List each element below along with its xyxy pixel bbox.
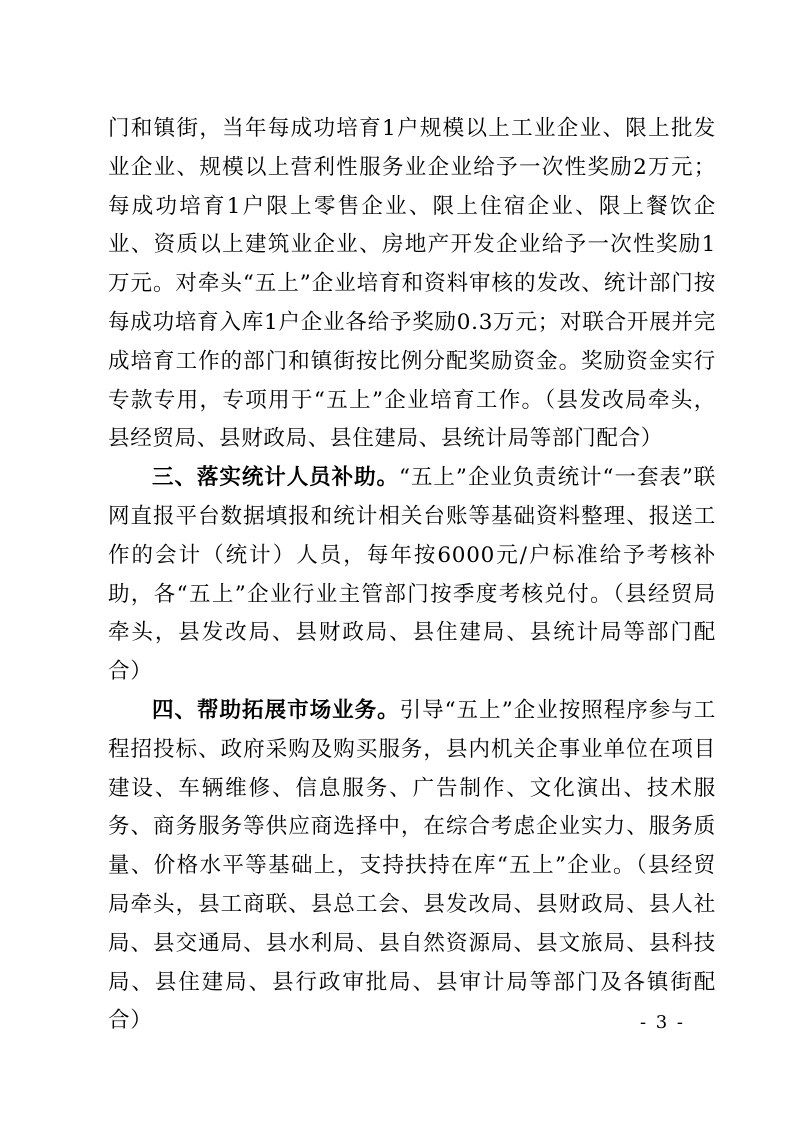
- paragraph-text: 门和镇街，当年每成功培育1户规模以上工业企业、限上批发业企业、规模以上营利性服务业企业给予一次性奖励2万元；每成功培育1户限上零售企业、限上住宿企业、限上餐饮企业、资质以上建筑业企业、房地产开发企业给予一次性奖励1万元。对牵头“五上”企业培育和资料审核的发改、统计部门按每成功培育入库1户企业各给予奖励0.3万元；对联合开展并完成培育工作的部门和镇街按比例分配奖励资金。奖励资金实行专款专用，专项用于“五上”企业培育工作。（县发改局牵头，县经贸局、县财政局、县住建局、县统计局等部门配合）: [108, 116, 716, 452]
- document-body: [108, 110, 716, 1041]
- paragraph-text: “五上”企业负责统计“一套表”联网直报平台数据填报和统计相关台账等基础资料整理、报送工作的会计（统计）人员，每年按6000元/户标准给予考核补助，各“五上”企业行业主管部门按季度考核兑付。（县经贸局牵头，县发改局、县财政局、县住建局、县统计局等部门配合）: [108, 465, 717, 685]
- section-heading-three: 三、落实统计人员补助。: [152, 465, 400, 491]
- page-number: - 3 -: [639, 1012, 685, 1033]
- paragraph-continuation: [108, 110, 716, 459]
- paragraph-statistics-subsidy: [108, 459, 716, 692]
- paragraph-market-expansion: [108, 692, 716, 1041]
- paragraph-text: 引导“五上”企业按照程序参与工程招投标、政府采购及购买服务，县内机关企事业单位在项目建设、车辆维修、信息服务、广告制作、文化演出、技术服务、商务服务等供应商选择中，在综合考虑企业实力、服务质量、价格水平等基础上，支持扶持在库“五上”企业。（县经贸局牵头，县工商联、县总工会、县发改局、县财政局、县人社局、县交通局、县水利局、县自然资源局、县文旅局、县科技局、县住建局、县行政审批局、县审计局等部门及各镇街配合）: [108, 697, 716, 1034]
- section-heading-four: 四、帮助拓展市场业务。: [152, 697, 400, 723]
